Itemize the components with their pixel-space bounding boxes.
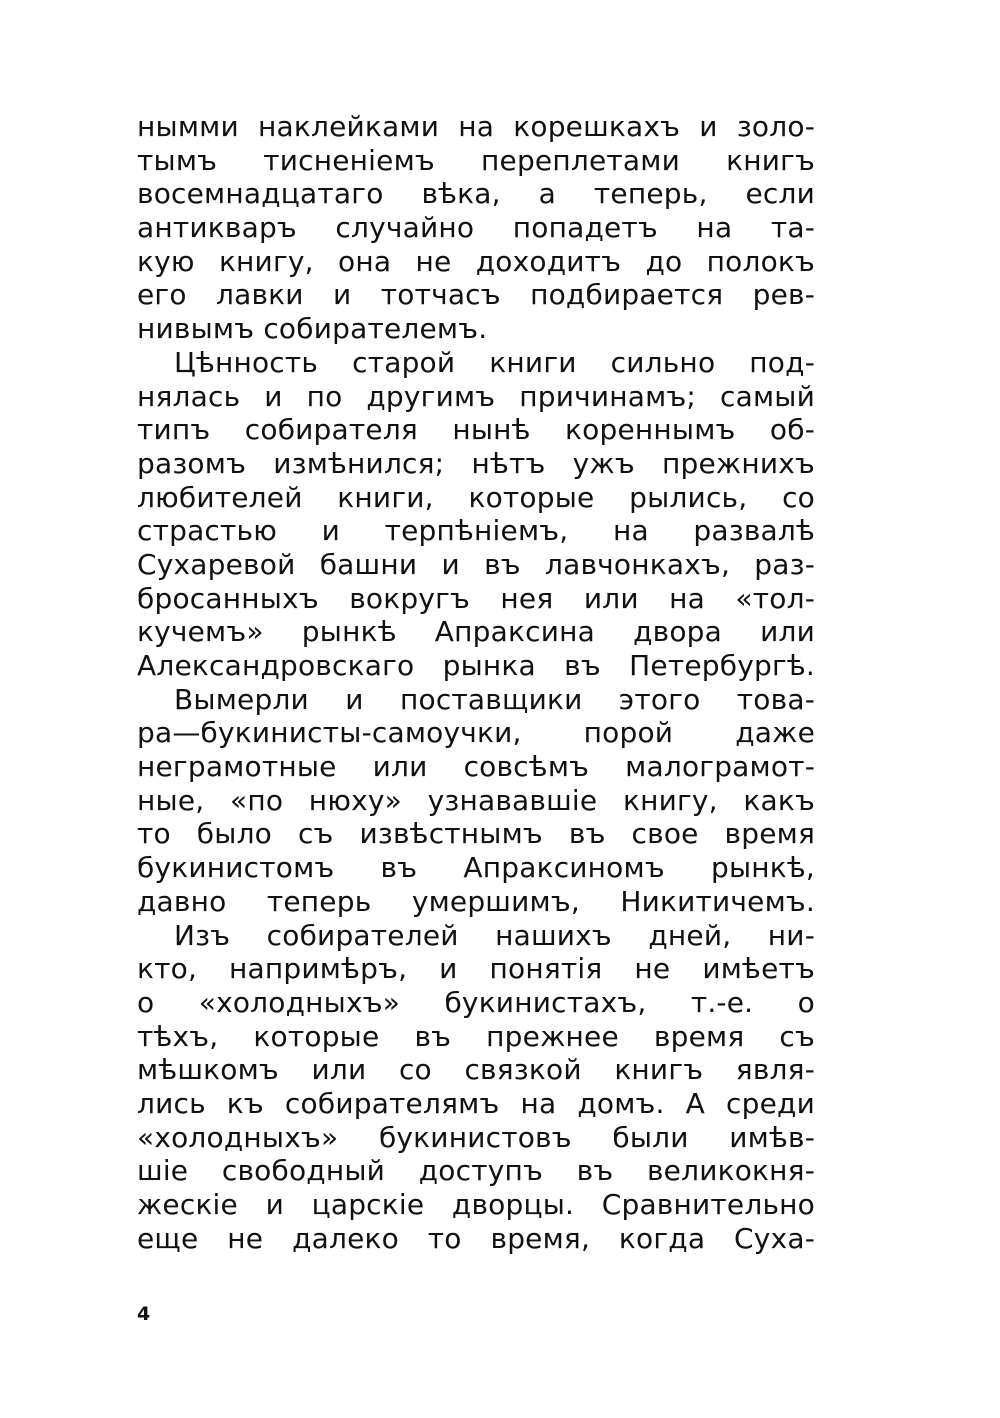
paragraph-start-line: Изъ собирателей нашихъ дней, ни- xyxy=(174,918,815,952)
text-line: лись къ собирателямъ на домъ. А среди xyxy=(137,1086,815,1120)
text-line: давно теперь умершимъ, Никитичемъ. xyxy=(137,884,815,918)
text-line: его лавки и тотчасъ подбирается рев- xyxy=(137,278,815,312)
text-line: страстью и терпѣніемъ, на развалѣ xyxy=(137,514,815,548)
text-line: разомъ измѣнился; нѣтъ ужъ прежнихъ xyxy=(137,446,815,480)
text-line: тымъ тисненіемъ переплетами книгъ xyxy=(137,143,815,177)
text-line: Сухаревой башни и въ лавчонкахъ, раз- xyxy=(137,547,815,581)
text-line: тѣхъ, которые въ прежнее время съ xyxy=(137,1019,815,1053)
text-line: нялась и по другимъ причинамъ; самый xyxy=(137,379,815,413)
text-line: ра—букинисты-самоучки, порой даже xyxy=(137,716,815,750)
text-line: жескіе и царскіе дворцы. Сравнительно xyxy=(137,1188,815,1221)
text-line: букинистомъ въ Апраксиномъ рынкѣ, xyxy=(137,851,815,885)
paragraph-start-line: Вымерли и поставщики этого това- xyxy=(174,682,815,716)
text-line: «холодныхъ» букинистовъ были имѣв- xyxy=(137,1120,815,1154)
text-line: ные, «по нюху» узнававшіе книгу, какъ xyxy=(137,783,815,817)
text-line: неграмотные или совсѣмъ малограмот- xyxy=(137,750,815,784)
page-number: 4 xyxy=(137,1303,151,1325)
text-line: любителей книги, которые рылись, со xyxy=(137,480,815,514)
text-line: антикваръ случайно попадетъ на та- xyxy=(137,211,815,245)
text-line: Александровскаго рынка въ Петербургѣ. xyxy=(137,649,815,682)
text-line: мѣшкомъ или со связкой книгъ явля- xyxy=(137,1053,815,1087)
text-line: еще не далеко то время, когда Суха- xyxy=(137,1221,815,1255)
text-line: то было съ извѣстнымъ въ свое время xyxy=(137,817,815,851)
text-line: кую книгу, она не доходитъ до полокъ xyxy=(137,244,815,278)
text-line: кучемъ» рынкѣ Апраксина двора или xyxy=(137,615,815,649)
text-line: восемнадцатаго вѣка, а теперь, если xyxy=(137,177,815,211)
body-text xyxy=(137,110,815,1255)
text-line: типъ собирателя нынѣ кореннымъ об- xyxy=(137,413,815,447)
text-line: кто, напримѣръ, и понятія не имѣетъ xyxy=(137,952,815,986)
text-line: нымми наклейками на корешкахъ и золо- xyxy=(137,110,815,143)
text-line: нивымъ собирателемъ. xyxy=(137,312,488,346)
paragraph-start-line: Цѣнность старой книги сильно под- xyxy=(174,345,815,379)
text-line: бросанныхъ вокругъ нея или на «тол- xyxy=(137,581,815,615)
text-line: шіе свободный доступъ въ великокня- xyxy=(137,1154,815,1188)
text-line: о «холодныхъ» букинистахъ, т.-е. о xyxy=(137,985,815,1019)
